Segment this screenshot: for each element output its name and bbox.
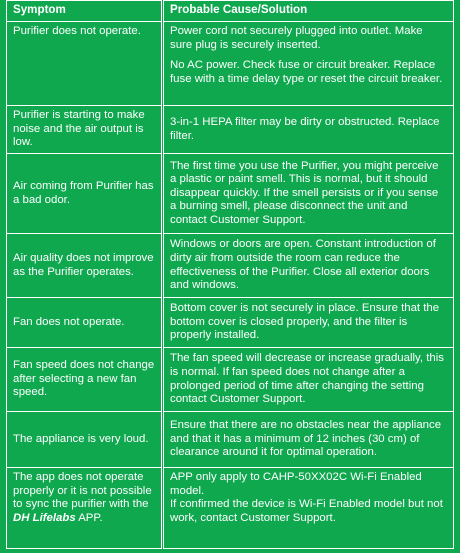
symptom-cell [6,467,162,549]
table-row [0,233,460,298]
symptom-cell: Air quality does not improve as the Purifier operates. [6,233,162,298]
symptom-cell: Purifier is starting to make noise and the air output is low. [6,105,162,154]
table-header-row [0,0,460,22]
cause-paragraph: Power cord not securely plugged into outlet. Make sure plug is securely inserted. [170,25,423,51]
header-symptom: Symptom [6,0,162,22]
brand-name: DH Lifelabs [13,511,76,524]
cause-paragraph: If confirmed the device is Wi-Fi Enabled model but not work, contact Customer Support. [170,498,443,524]
symptom-cell: Fan speed does not change after selecting a new fan speed. [6,347,162,412]
cause-cell: The fan speed will decrease or increase gradually, this is normal. If fan speed does not change after a prolonged period of time after changing the setting contact Customer Support. [163,347,454,412]
cause-cell: 3-in-1 HEPA filter may be dirty or obstructed. Replace filter. [163,105,454,154]
cause-cell: The first time you use the Purifier, you might perceive a plastic or paint smell. This is normal, but it should disappear quickly. If the smell persists or if you sense a burning smell, please disconnect the unit and contact Customer Support. [163,153,454,234]
cause-cell [163,21,454,106]
symptom-cell: Purifier does not operate. [6,21,162,106]
symptom-text: APP. [75,511,103,524]
cause-cell: Bottom cover is not securely in place. Ensure that the bottom cover is closed properly, and the filter is properly installed. [163,297,454,348]
cause-paragraph: APP only apply to CAHP-50XX02C Wi-Fi Enabled model. [170,471,422,497]
cause-cell [163,467,454,549]
symptom-cell: Fan does not operate. [6,297,162,348]
table-row [0,467,460,549]
symptom-text: The app does not operate properly or it is not possible to sync the purifier with the [13,471,152,511]
table-row [0,297,460,348]
symptom-cell: Air coming from Purifier has a bad odor. [6,153,162,234]
symptom-cell: The appliance is very loud. [6,411,162,468]
cause-paragraph: No AC power. Check fuse or circuit breaker. Replace fuse with a time delay type or reset the circuit breaker. [170,59,443,85]
table-row [0,347,460,412]
cause-cell: Ensure that there are no obstacles near the appliance and that it has a minimum of 12 inches (30 cm) of clearance around it for optimal operation. [163,411,454,468]
table-row [0,105,460,154]
header-cause: Probable Cause/Solution [163,0,454,22]
cause-cell: Windows or doors are open. Constant introduction of dirty air from outside the room can reduce the effectiveness of the Purifier. Close all exterior doors and windows. [163,233,454,298]
table-row [0,411,460,468]
table-row [0,21,460,106]
table-row [0,153,460,234]
